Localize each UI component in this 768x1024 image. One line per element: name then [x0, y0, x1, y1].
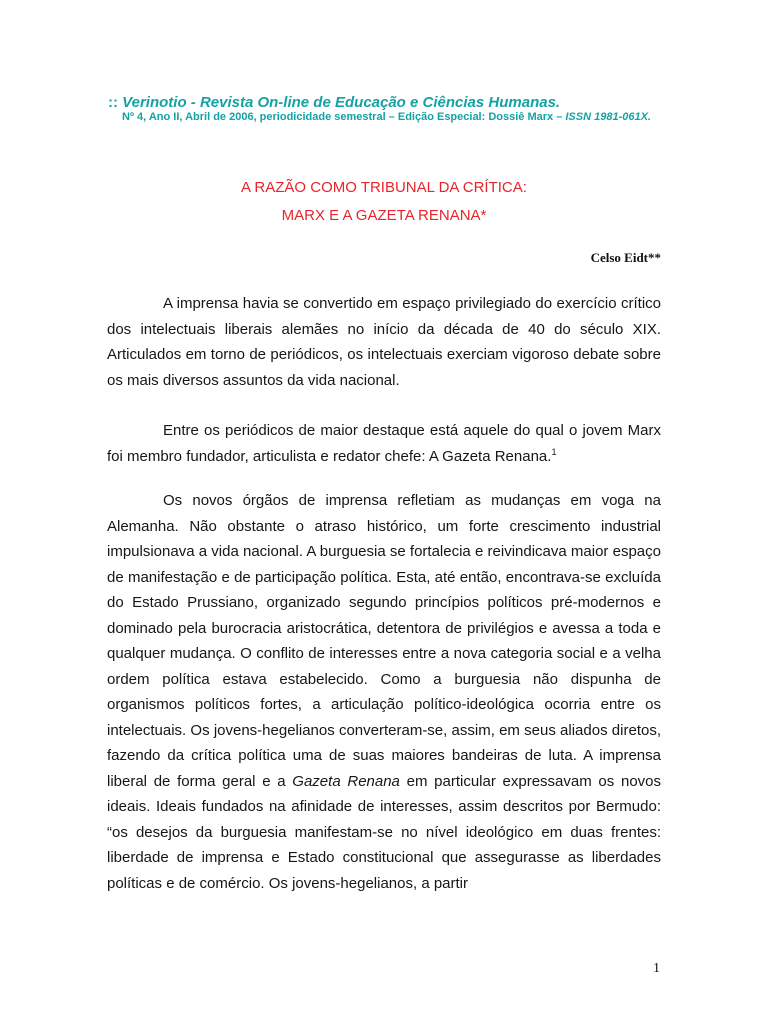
journal-issn: ISSN 1981-061X.	[565, 111, 651, 123]
paragraph-2	[107, 418, 661, 469]
journal-name: Verinotio - Revista On-line de Educação e Ciências Humanas.	[122, 94, 561, 111]
paragraph-3-text-b: em particular expressavam os novos ideais. Ideais fundados na afinidade de interesses, assim descritos por Bermudo: “os desejos da burguesia manifestam-se no nível ideológico em duas frentes: liberdade de imprensa e Estado constitucional que assegurasse as liberdades políticas e de comércio. Os jovens-hegelianos, a partir	[107, 772, 662, 892]
footnote-reference: 1	[551, 446, 557, 457]
paragraph-1	[107, 291, 661, 393]
paragraph-3	[107, 488, 661, 896]
paragraph-3-text-a: Os novos órgãos de imprensa refletiam as mudanças em voga na Alemanha. Não obstante o atraso histórico, um forte crescimento industrial impulsionava a vida nacional. A burguesia se fortalecia e reivindicava maior espaço de manifestação e de participação política. Esta, até então, encontrava-se excluída do Estado Prussiano, organizado segundo princípios políticos pré-modernos e dominado pela burocracia aristocrática, detentora de privilégios e avessa a toda e qualquer mudança. O conflito de interesses entre a nova categoria social e a velha ordem política estava estabelecido. Como a burguesia não dispunha de organismos políticos fortes, a articulação político-ideológica ocorria entre os intelectuais. Os jovens-hegelianos converteram-se, assim, em seus aliados diretos, fazendo da crítica política uma de suas maiores bandeiras de luta. A imprensa liberal de forma geral e a	[107, 492, 661, 790]
paragraph-2-text: Entre os periódicos de maior destaque está aquele do qual o jovem Marx foi membro fundador, articulista e redator chefe: A Gazeta Renana.	[107, 422, 661, 465]
article-title-line-2: MARX E A GAZETA RENANA*	[281, 207, 487, 224]
paragraph-3-emphasis: Gazeta Renana	[292, 772, 400, 790]
author-name: Celso Eidt**	[590, 250, 661, 265]
journal-meta	[122, 110, 651, 124]
journal-meta-text: Nº 4, Ano II, Abril de 2006, periodicidade semestral – Edição Especial: Dossiê Marx –	[122, 111, 566, 123]
page-number: 1	[653, 961, 660, 976]
article-title-line-1: A RAZÃO COMO TRIBUNAL DA CRÍTICA:	[241, 179, 527, 196]
paragraph-1-text: A imprensa havia se convertido em espaço privilegiado do exercício crítico dos intelectuais liberais alemães no início da década de 40 do século XIX. Articulados em torno de periódicos, os intelectuais exerciam vigoroso debate sobre os mais diversos assuntos da vida nacional.	[107, 295, 661, 389]
journal-marker: ::	[108, 94, 118, 111]
